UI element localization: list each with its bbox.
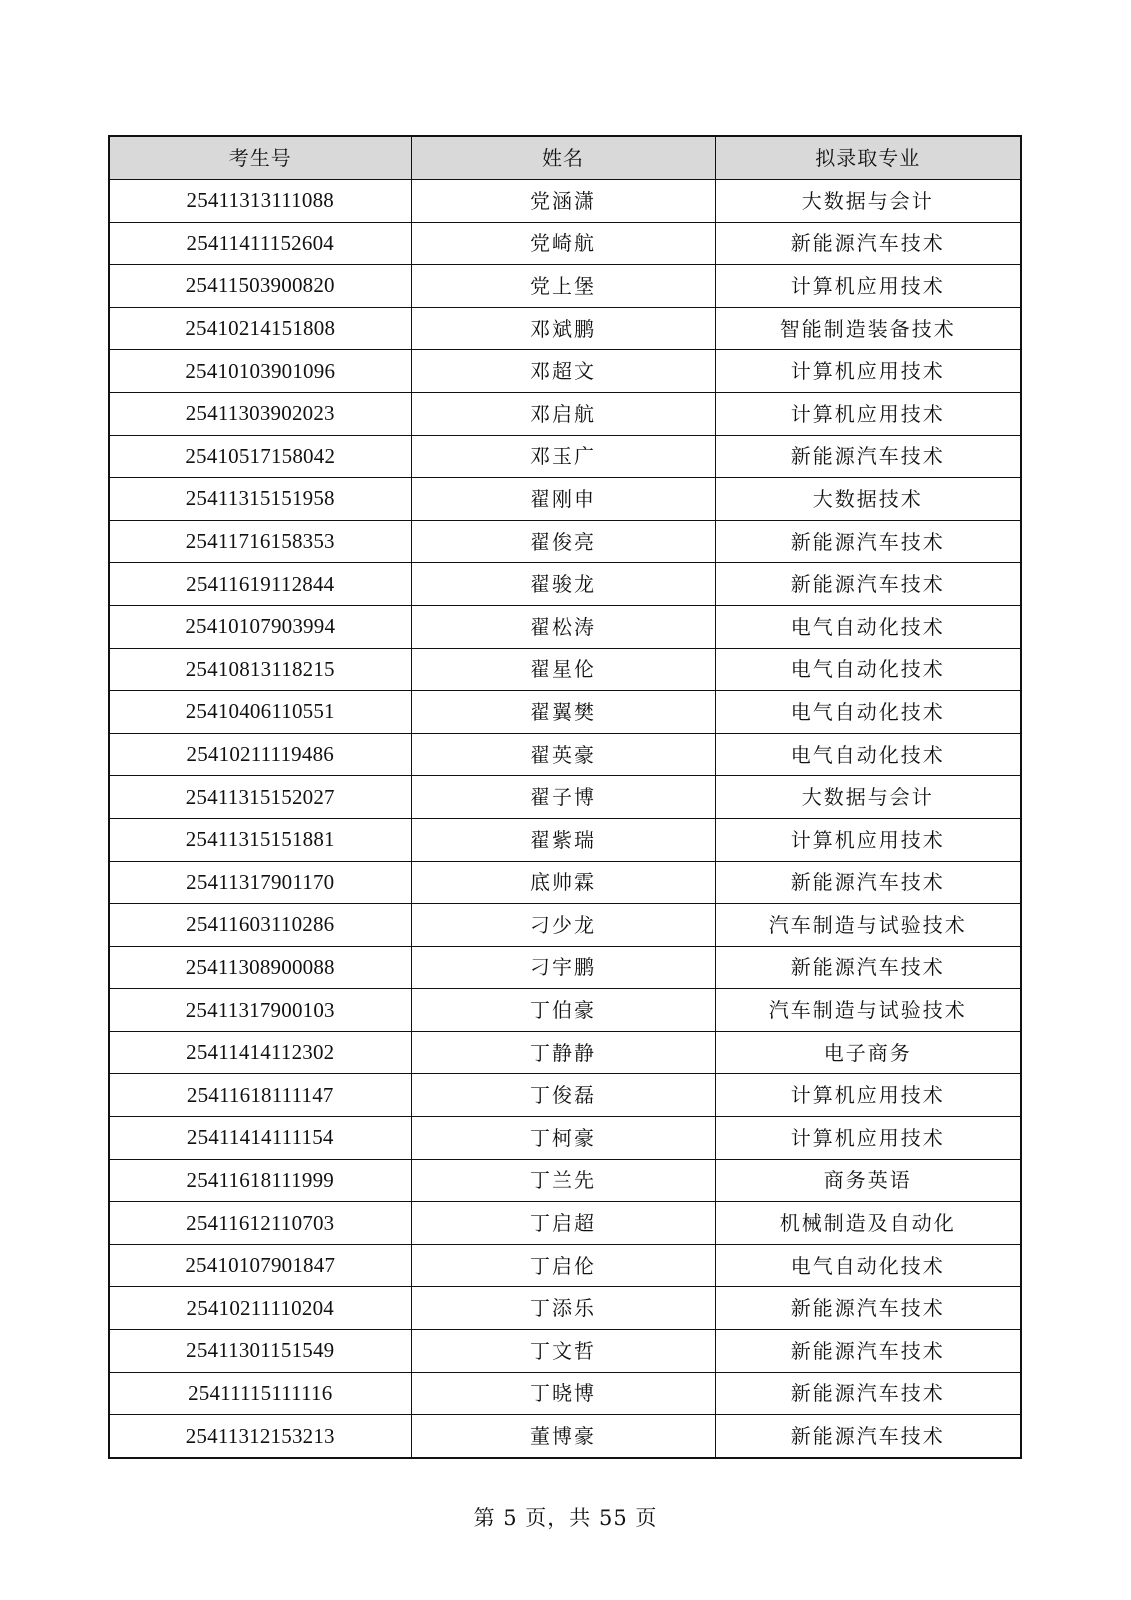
- exam-id-cell: 25411603110286: [109, 904, 411, 947]
- major-cell: 计算机应用技术: [715, 1117, 1021, 1160]
- exam-id-cell: 25411716158353: [109, 520, 411, 563]
- exam-id-cell: 25411619112844: [109, 563, 411, 606]
- exam-id-cell: 25411115111116: [109, 1372, 411, 1415]
- student-name-cell: 邓玉广: [411, 435, 715, 478]
- major-cell: 新能源汽车技术: [715, 222, 1021, 265]
- table-row: [109, 1031, 1021, 1074]
- major-cell: 新能源汽车技术: [715, 563, 1021, 606]
- student-name-cell: 党涵潇: [411, 180, 715, 223]
- major-cell: 电气自动化技术: [715, 605, 1021, 648]
- table-row: [109, 1117, 1021, 1160]
- table-row: [109, 1159, 1021, 1202]
- table-row: [109, 307, 1021, 350]
- student-name-cell: 翟子博: [411, 776, 715, 819]
- student-name-cell: 翟英豪: [411, 733, 715, 776]
- student-name-cell: 翟翼樊: [411, 691, 715, 734]
- exam-id-cell: 25411315151958: [109, 478, 411, 521]
- exam-id-cell: 25411312153213: [109, 1415, 411, 1458]
- table-row: [109, 1330, 1021, 1373]
- exam-id-cell: 25410211119486: [109, 733, 411, 776]
- table-row: [109, 861, 1021, 904]
- header-row: [109, 136, 1021, 180]
- table-row: [109, 520, 1021, 563]
- exam-id-cell: 25411503900820: [109, 265, 411, 308]
- major-cell: 新能源汽车技术: [715, 1372, 1021, 1415]
- student-name-cell: 丁启超: [411, 1202, 715, 1245]
- table-row: [109, 180, 1021, 223]
- student-name-cell: 丁文哲: [411, 1330, 715, 1373]
- major-cell: 计算机应用技术: [715, 392, 1021, 435]
- exam-id-cell: 25411618111999: [109, 1159, 411, 1202]
- exam-id-cell: 25410406110551: [109, 691, 411, 734]
- major-cell: 计算机应用技术: [715, 1074, 1021, 1117]
- major-cell: 汽车制造与试验技术: [715, 904, 1021, 947]
- major-cell: 新能源汽车技术: [715, 435, 1021, 478]
- table-row: [109, 563, 1021, 606]
- student-name-cell: 翟俊亮: [411, 520, 715, 563]
- major-cell: 新能源汽车技术: [715, 520, 1021, 563]
- table-row: [109, 350, 1021, 393]
- table-body: [109, 180, 1021, 1458]
- table-row: [109, 1415, 1021, 1458]
- table-row: [109, 392, 1021, 435]
- table-row: [109, 946, 1021, 989]
- student-name-cell: 丁启伦: [411, 1244, 715, 1287]
- major-cell: 计算机应用技术: [715, 350, 1021, 393]
- student-name-cell: 翟紫瑞: [411, 818, 715, 861]
- major-cell: 电气自动化技术: [715, 691, 1021, 734]
- major-cell: 汽车制造与试验技术: [715, 989, 1021, 1032]
- student-name-cell: 翟星伦: [411, 648, 715, 691]
- major-cell: 电子商务: [715, 1031, 1021, 1074]
- exam-id-cell: 25410211110204: [109, 1287, 411, 1330]
- table-row: [109, 1202, 1021, 1245]
- major-cell: 新能源汽车技术: [715, 1330, 1021, 1373]
- exam-id-cell: 25411618111147: [109, 1074, 411, 1117]
- table-row: [109, 691, 1021, 734]
- major-cell: 新能源汽车技术: [715, 1415, 1021, 1458]
- student-name-cell: 董博豪: [411, 1415, 715, 1458]
- table-row: [109, 1244, 1021, 1287]
- exam-id-cell: 25411303902023: [109, 392, 411, 435]
- table-row: [109, 1074, 1021, 1117]
- header-major: 拟录取专业: [715, 136, 1021, 180]
- student-name-cell: 邓斌鹏: [411, 307, 715, 350]
- major-cell: 计算机应用技术: [715, 818, 1021, 861]
- table-row: [109, 648, 1021, 691]
- student-name-cell: 邓启航: [411, 392, 715, 435]
- student-name-cell: 党崎航: [411, 222, 715, 265]
- table-row: [109, 478, 1021, 521]
- table-header: [109, 136, 1021, 180]
- major-cell: 电气自动化技术: [715, 1244, 1021, 1287]
- exam-id-cell: 25411315151881: [109, 818, 411, 861]
- exam-id-cell: 25411414112302: [109, 1031, 411, 1074]
- major-cell: 计算机应用技术: [715, 265, 1021, 308]
- exam-id-cell: 25411612110703: [109, 1202, 411, 1245]
- student-name-cell: 丁俊磊: [411, 1074, 715, 1117]
- major-cell: 电气自动化技术: [715, 648, 1021, 691]
- exam-id-cell: 25410107901847: [109, 1244, 411, 1287]
- student-name-cell: 底帅霖: [411, 861, 715, 904]
- major-cell: 大数据技术: [715, 478, 1021, 521]
- table-row: [109, 904, 1021, 947]
- page-footer: [0, 1502, 1131, 1532]
- major-cell: 新能源汽车技术: [715, 946, 1021, 989]
- table-row: [109, 733, 1021, 776]
- exam-id-cell: 25410517158042: [109, 435, 411, 478]
- page-number-text: 第 5 页，共 55 页: [473, 1506, 658, 1530]
- table-row: [109, 1287, 1021, 1330]
- exam-id-cell: 25411308900088: [109, 946, 411, 989]
- header-name: 姓名: [411, 136, 715, 180]
- student-name-cell: 丁伯豪: [411, 989, 715, 1032]
- student-name-cell: 刁少龙: [411, 904, 715, 947]
- student-name-cell: 丁晓博: [411, 1372, 715, 1415]
- exam-id-cell: 25411411152604: [109, 222, 411, 265]
- student-name-cell: 丁兰先: [411, 1159, 715, 1202]
- student-name-cell: 邓超文: [411, 350, 715, 393]
- major-cell: 新能源汽车技术: [715, 861, 1021, 904]
- exam-id-cell: 25410813118215: [109, 648, 411, 691]
- table-row: [109, 435, 1021, 478]
- major-cell: 电气自动化技术: [715, 733, 1021, 776]
- student-name-cell: 党上堡: [411, 265, 715, 308]
- exam-id-cell: 25410214151808: [109, 307, 411, 350]
- table-row: [109, 776, 1021, 819]
- exam-id-cell: 25410107903994: [109, 605, 411, 648]
- table-row: [109, 1372, 1021, 1415]
- major-cell: 大数据与会计: [715, 180, 1021, 223]
- student-name-cell: 翟刚申: [411, 478, 715, 521]
- student-name-cell: 丁添乐: [411, 1287, 715, 1330]
- student-name-cell: 刁宇鹏: [411, 946, 715, 989]
- table-row: [109, 605, 1021, 648]
- major-cell: 大数据与会计: [715, 776, 1021, 819]
- student-name-cell: 翟骏龙: [411, 563, 715, 606]
- header-exam-id: 考生号: [109, 136, 411, 180]
- student-name-cell: 丁柯豪: [411, 1117, 715, 1160]
- table-row: [109, 265, 1021, 308]
- major-cell: 商务英语: [715, 1159, 1021, 1202]
- table-row: [109, 818, 1021, 861]
- student-name-cell: 丁静静: [411, 1031, 715, 1074]
- student-name-cell: 翟松涛: [411, 605, 715, 648]
- exam-id-cell: 25411315152027: [109, 776, 411, 819]
- table-row: [109, 989, 1021, 1032]
- exam-id-cell: 25411317900103: [109, 989, 411, 1032]
- major-cell: 机械制造及自动化: [715, 1202, 1021, 1245]
- exam-id-cell: 25410103901096: [109, 350, 411, 393]
- table-row: [109, 222, 1021, 265]
- exam-id-cell: 25411414111154: [109, 1117, 411, 1160]
- major-cell: 智能制造装备技术: [715, 307, 1021, 350]
- admission-table: [108, 135, 1022, 1459]
- major-cell: 新能源汽车技术: [715, 1287, 1021, 1330]
- exam-id-cell: 25411317901170: [109, 861, 411, 904]
- exam-id-cell: 25411313111088: [109, 180, 411, 223]
- exam-id-cell: 25411301151549: [109, 1330, 411, 1373]
